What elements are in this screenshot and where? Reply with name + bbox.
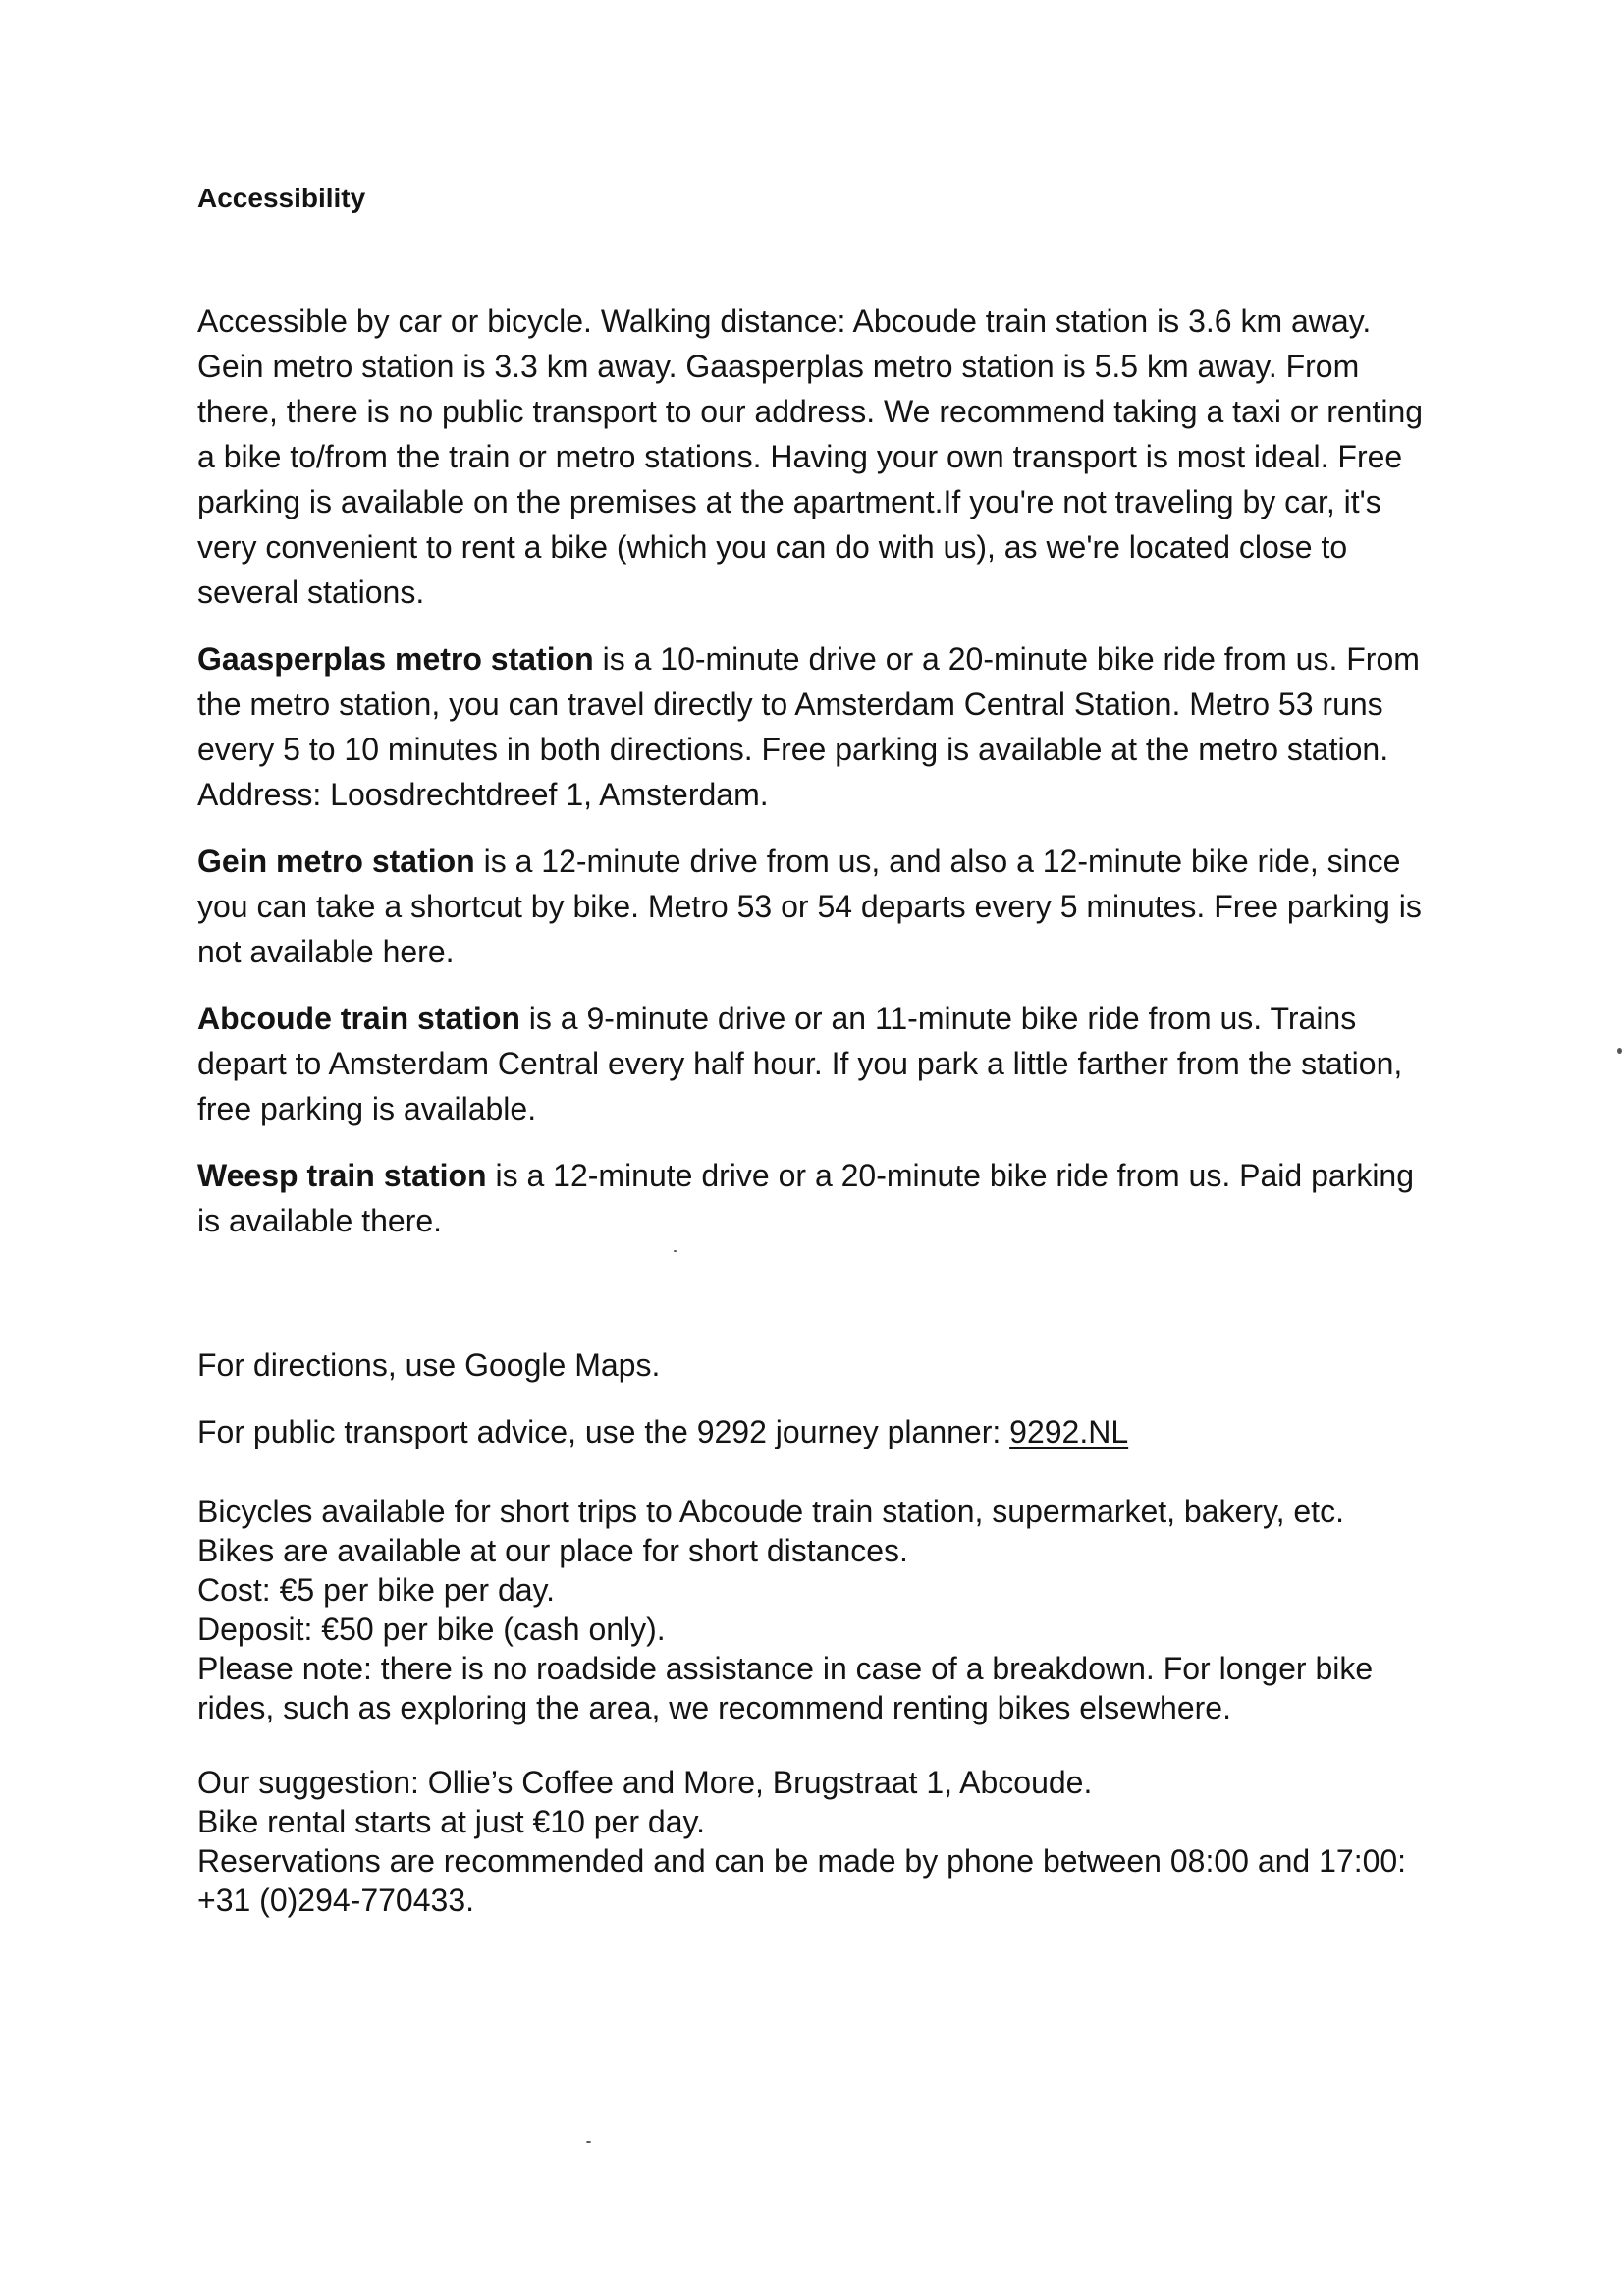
bicycle-cost-line: Cost: €5 per bike per day.: [197, 1572, 556, 1608]
station-paragraph-gaasperplas: [197, 636, 1444, 817]
bicycle-deposit-line: Deposit: €50 per bike (cash only).: [197, 1612, 666, 1647]
station-name: Gein metro station: [197, 844, 475, 879]
page-title: Accessibility: [197, 183, 366, 213]
suggestion-reservation-line: Reservations are recommended and can be made by phone between 08:00 and 17:00: +31 (0)294-770433.: [197, 1843, 1407, 1918]
station-paragraph-gein: [197, 839, 1444, 974]
document-body: [197, 179, 1444, 1920]
scan-speck: [674, 1250, 677, 1252]
station-description: is a 12-minute drive from us, and also a 12-minute bike ride, since you can take a shortcut by bike. Metro 53 or 54 departs every 5 minutes. Free parking is not available here.: [197, 844, 1422, 969]
station-paragraph-abcoude: [197, 996, 1444, 1131]
station-name: Abcoude train station: [197, 1001, 520, 1036]
station-paragraph-weesp: [197, 1153, 1444, 1243]
bicycle-info-block: [197, 1492, 1444, 1727]
suggestion-block: [197, 1763, 1444, 1920]
directions-line: For directions, use Google Maps.: [197, 1347, 661, 1383]
station-name: Weesp train station: [197, 1158, 487, 1193]
station-description: is a 12-minute drive or a 20-minute bike ride from us. Paid parking is available there.: [197, 1158, 1415, 1238]
intro-paragraph: Accessible by car or bicycle. Walking distance: Abcoude train station is 3.6 km away. Gein metro station is 3.3 km away. Gaasperplas metro station is 5.5 km away. From there, there is no public transport to our address. We recommend taking a taxi or renting a bike to/from the train or metro stations. Having your own transport is most ideal. Free parking is available on the premises at the apartment.If you're not traveling by car, it's very convenient to rent a bike (which you can do with us), as we're located close to several stations.: [197, 303, 1424, 610]
suggestion-line: Our suggestion: Ollie’s Coffee and More, Brugstraat 1, Abcoude.: [197, 1765, 1093, 1800]
suggestion-price-line: Bike rental starts at just €10 per day.: [197, 1804, 705, 1839]
transport-planner-link[interactable]: 9292.NL: [1009, 1414, 1129, 1449]
bicycle-note-line: Please note: there is no roadside assistance in case of a breakdown. For longer bike rides, such as exploring the area, we recommend renting bikes elsewhere.: [197, 1651, 1374, 1725]
station-name: Gaasperplas metro station: [197, 641, 594, 677]
scan-speck: [1617, 1048, 1622, 1054]
station-description: is a 9-minute drive or an 11-minute bike ride from us. Trains depart to Amsterdam Central every half hour. If you park a little farther from the station, free parking is available.: [197, 1001, 1403, 1126]
station-description: is a 10-minute drive or a 20-minute bike ride from us. From the metro station, you can travel directly to Amsterdam Central Station. Metro 53 runs every 5 to 10 minutes in both directions. Free parking is available at the metro station. Address: Loosdrechtdreef 1, Amsterdam.: [197, 641, 1420, 812]
transport-advice-line: [197, 1409, 1444, 1454]
bicycle-info-line: Bikes are available at our place for short distances.: [197, 1533, 908, 1568]
transport-advice-text: For public transport advice, use the 9292 journey planner:: [197, 1414, 1010, 1449]
scan-speck: [586, 2141, 591, 2143]
bicycle-info-line: Bicycles available for short trips to Abcoude train station, supermarket, bakery, etc.: [197, 1494, 1344, 1529]
